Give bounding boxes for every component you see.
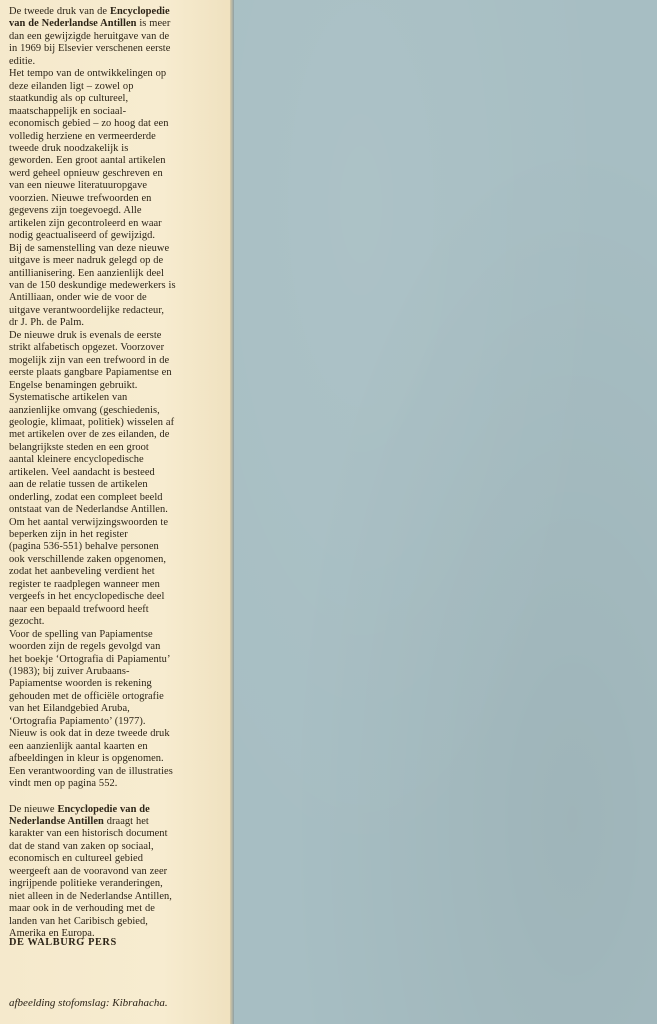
text-run: geworden. Een groot aantal artikelen <box>9 155 166 167</box>
text-line <box>9 6 226 18</box>
text-run: ontstaat van de Nederlandse Antillen. <box>9 504 168 516</box>
text-line <box>9 853 226 865</box>
cover-image-credit: afbeelding stofomslag: Kibrahacha. <box>9 997 168 1009</box>
text-line <box>9 541 226 553</box>
text-line <box>9 230 226 242</box>
text-line <box>9 330 226 342</box>
text-run: is meer <box>136 18 171 30</box>
text-run: het boekje ‘Ortografia di Papiamentu’ <box>9 653 171 665</box>
text-run: dan een gewijzigde heruitgave van de <box>9 30 170 42</box>
text-line <box>9 131 226 143</box>
text-run: uitgave verantwoordelijke redacteur, <box>9 304 165 316</box>
text-line <box>9 81 226 93</box>
text-run: belangrijkste steden en een groot <box>9 441 149 453</box>
text-run: van het Eilandgebied Aruba, <box>9 703 130 715</box>
bold-title-text: Nederlandse Antillen <box>9 816 104 827</box>
paragraph-gap <box>9 791 226 804</box>
text-line <box>9 193 226 205</box>
text-run: zodat het aanbeveling verdient het <box>9 566 155 578</box>
text-line <box>9 280 226 292</box>
text-run: vindt men op pagina 552. <box>9 778 118 790</box>
text-line <box>9 93 226 105</box>
text-run: vergeefs in het encyclopedische deel <box>9 591 165 603</box>
text-run: economisch en cultureel gebied <box>9 853 143 865</box>
text-line <box>9 180 226 192</box>
text-run: (pagina 536-551) behalve personen <box>9 541 159 553</box>
text-run: karakter van een historisch document <box>9 828 168 840</box>
text-run: ‘Ortografia Papiamento’ (1977). <box>9 715 146 727</box>
text-run: Systematische artikelen van <box>9 392 128 404</box>
text-run: maar ook in de verhouding met de <box>9 903 155 915</box>
text-run: gehouden met de officiële ortografie <box>9 690 164 702</box>
text-line <box>9 678 226 690</box>
text-run: Bij de samenstelling van deze nieuwe <box>9 242 170 254</box>
text-run: dat de stand van zaken op sociaal, <box>9 840 154 852</box>
text-line <box>9 891 226 903</box>
text-run: Antilliaan, onder wie de voor de <box>9 292 147 304</box>
text-line <box>9 268 226 280</box>
text-run: staatkundig als op cultureel, <box>9 93 129 105</box>
text-run: eerste plaats gangbare Papiamentse en <box>9 367 172 379</box>
text-run: weergeeft aan de vooravond van zeer <box>9 865 168 877</box>
text-line <box>9 604 226 616</box>
text-line <box>9 554 226 566</box>
text-run: tweede druk noodzakelijk is <box>9 142 129 154</box>
text-line <box>9 205 226 217</box>
text-line <box>9 903 226 915</box>
text-run: aan de relatie tussen de artikelen <box>9 479 148 491</box>
text-run: Engelse benamingen gebruikt. <box>9 379 138 391</box>
text-line <box>9 31 226 43</box>
text-run: ook verschillende zaken opgenomen, <box>9 553 167 565</box>
blank-cover-panel <box>234 0 657 1024</box>
text-run: voorzien. Nieuwe trefwoorden en <box>9 192 152 204</box>
text-run: De tweede druk van de <box>9 6 110 17</box>
text-run: met artikelen over de zes eilanden, de <box>9 429 170 441</box>
text-line <box>9 467 226 479</box>
text-line <box>9 566 226 578</box>
text-line <box>9 703 226 715</box>
text-line <box>9 728 226 740</box>
description-paragraph-1 <box>9 6 226 791</box>
book-flap <box>0 0 232 1024</box>
text-run: volledig herziene en vermeerderde <box>9 130 156 142</box>
text-line <box>9 380 226 392</box>
bold-title-text: Encyclopedie van de <box>57 803 150 815</box>
text-line <box>9 492 226 504</box>
text-line <box>9 68 226 80</box>
text-line <box>9 392 226 404</box>
text-line <box>9 716 226 728</box>
text-line <box>9 155 226 167</box>
text-line <box>9 243 226 255</box>
text-run: woorden zijn de regels gevolgd van <box>9 641 161 653</box>
text-run: Voor de spelling van Papiamentse <box>9 628 153 640</box>
text-run: Nieuw is ook dat in deze tweede druk <box>9 728 170 740</box>
text-run: gezocht. <box>9 616 45 628</box>
text-run: Om het aantal verwijzingswoorden te <box>9 516 169 528</box>
text-line <box>9 691 226 703</box>
text-run: artikelen zijn gecontroleerd en waar <box>9 217 162 229</box>
text-line <box>9 529 226 541</box>
text-run: mogelijk zijn van een trefwoord in de <box>9 354 170 366</box>
text-line <box>9 56 226 68</box>
text-run: Papiamentse woorden is rekening <box>9 678 152 690</box>
text-line <box>9 429 226 441</box>
text-line <box>9 417 226 429</box>
text-run: economisch gebied – zo hoog dat een <box>9 118 169 130</box>
text-line <box>9 367 226 379</box>
text-run: Het tempo van de ontwikkelingen op <box>9 68 167 80</box>
text-run: aantal kleinere encyclopedische <box>9 454 144 466</box>
text-run: dr J. Ph. de Palm. <box>9 317 85 329</box>
text-run: register te raadplegen wanneer men <box>9 578 160 590</box>
text-run: afbeeldingen in kleur is opgenomen. <box>9 753 164 765</box>
text-line <box>9 305 226 317</box>
text-run: deze eilanden ligt – zowel op <box>9 80 134 92</box>
bold-title-text: Encyclopedie <box>109 6 170 17</box>
text-line <box>9 591 226 603</box>
text-run: strikt alfabetisch opgezet. Voorzover <box>9 342 165 354</box>
text-line <box>9 766 226 778</box>
text-line <box>9 616 226 628</box>
text-line <box>9 479 226 491</box>
text-line <box>9 292 226 304</box>
text-line <box>9 753 226 765</box>
text-run: landen van het Caribisch gebied, <box>9 915 148 927</box>
text-line <box>9 118 226 130</box>
text-line <box>9 317 226 329</box>
text-run: beperken zijn in het register <box>9 529 128 541</box>
text-line <box>9 517 226 529</box>
text-line <box>9 168 226 180</box>
text-line <box>9 878 226 890</box>
bold-title-text: van de Nederlandse Antillen <box>9 18 137 30</box>
text-line <box>9 641 226 653</box>
text-line <box>9 841 226 853</box>
text-run: in 1969 bij Elsevier verschenen eerste <box>9 43 171 55</box>
text-run: nodig geactualiseerd of gewijzigd. <box>9 230 156 242</box>
text-line <box>9 18 226 30</box>
text-line <box>9 579 226 591</box>
text-run: werd geheel opnieuw geschreven en <box>9 167 163 179</box>
text-line <box>9 442 226 454</box>
text-line <box>9 405 226 417</box>
text-line <box>9 255 226 267</box>
text-run: ingrijpende politieke veranderingen, <box>9 878 163 890</box>
text-line <box>9 342 226 354</box>
text-line <box>9 504 226 516</box>
text-run: editie. <box>9 55 36 67</box>
text-run: maatschappelijk en sociaal- <box>9 105 127 117</box>
text-line <box>9 916 226 928</box>
text-line <box>9 143 226 155</box>
publisher-name: DE WALBURG PERS <box>9 937 117 948</box>
text-run: geologie, klimaat, politiek) wisselen af <box>9 416 175 428</box>
text-line <box>9 741 226 753</box>
text-run: gegevens zijn toegevoegd. Alle <box>9 205 142 217</box>
text-line <box>9 654 226 666</box>
text-run: uitgave is meer nadruk gelegd op de <box>9 255 164 267</box>
text-run: een aanzienlijk aantal kaarten en <box>9 740 148 752</box>
text-line <box>9 866 226 878</box>
text-run: naar een bepaald trefwoord heeft <box>9 603 149 615</box>
text-run: De nieuwe <box>9 803 58 815</box>
text-run: Een verantwoording van de illustraties <box>9 765 173 777</box>
text-line <box>9 666 226 678</box>
text-run: artikelen. Veel aandacht is besteed <box>9 466 155 478</box>
text-line <box>9 43 226 55</box>
text-run: onderling, zodat een compleet beeld <box>9 491 163 503</box>
text-line <box>9 454 226 466</box>
text-run: van een nieuwe literatuuropgave <box>9 180 148 192</box>
text-run: (1983); bij zuiver Arubaans- <box>9 666 130 678</box>
text-line <box>9 816 226 828</box>
text-line <box>9 218 226 230</box>
text-run: van de 150 deskundige medewerkers is <box>9 279 176 291</box>
text-run: De nieuwe druk is evenals de eerste <box>9 329 162 341</box>
text-run: niet alleen in de Nederlandse Antillen, <box>9 890 172 902</box>
text-line <box>9 106 226 118</box>
text-line <box>9 778 226 790</box>
text-run: antillianisering. Een aanzienlijk deel <box>9 267 164 279</box>
text-line <box>9 828 226 840</box>
text-run: aanzienlijke omvang (geschiedenis, <box>9 404 160 416</box>
text-line <box>9 629 226 641</box>
text-run: draagt het <box>103 816 149 827</box>
text-line <box>9 804 226 816</box>
text-run: Amerika en Europa. <box>9 928 95 940</box>
text-line <box>9 355 226 367</box>
description-paragraph-2 <box>9 804 226 941</box>
